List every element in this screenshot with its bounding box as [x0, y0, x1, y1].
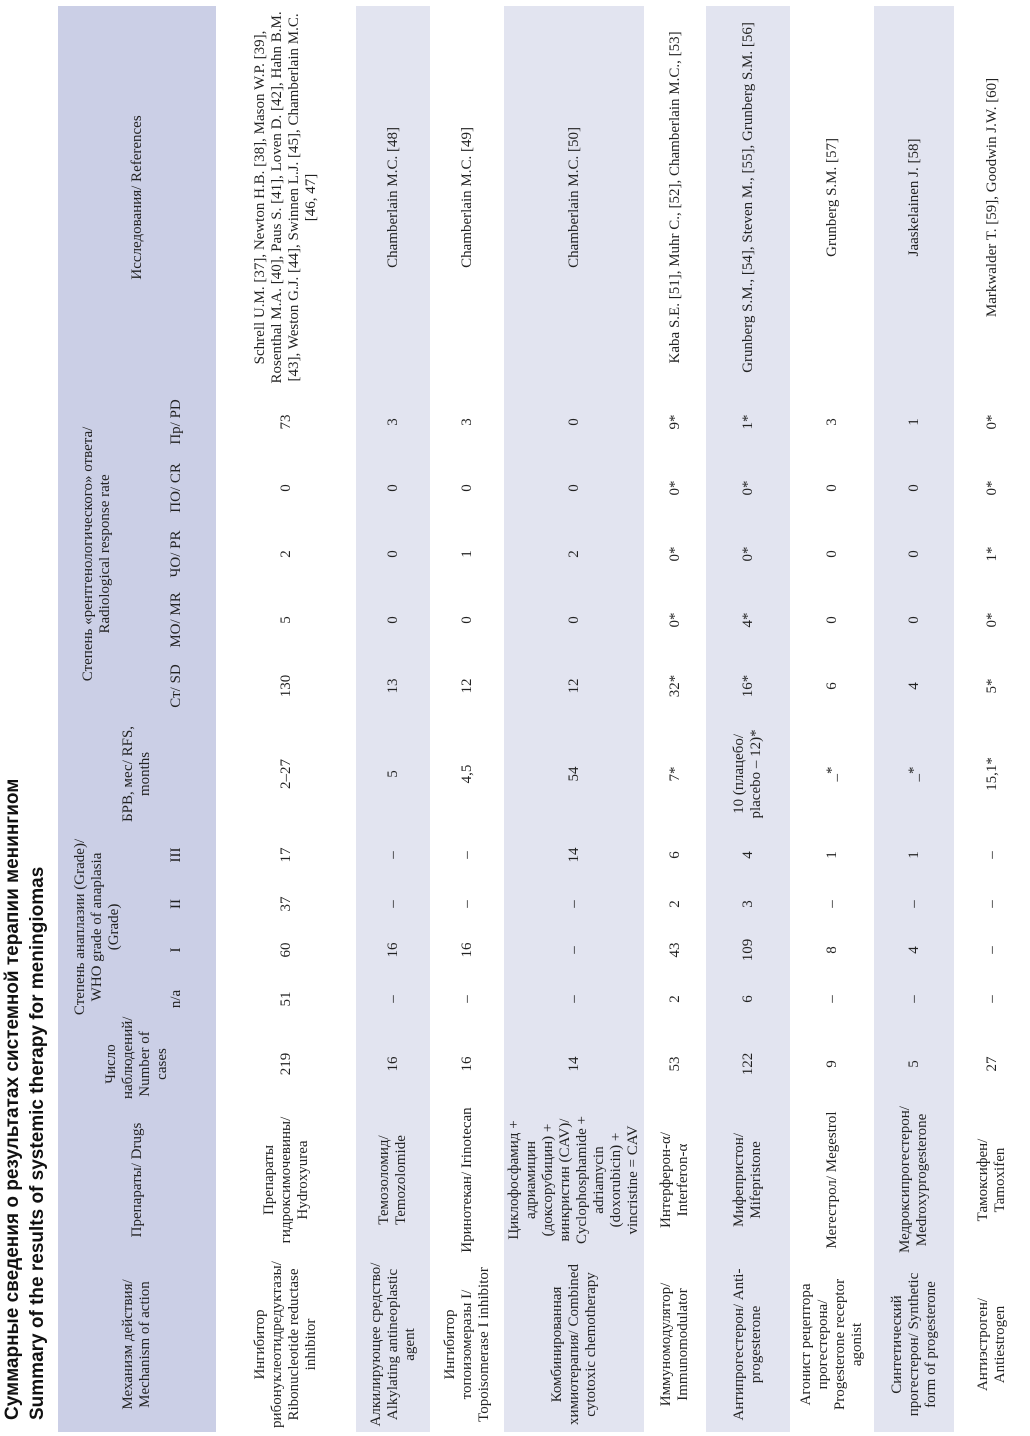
cell-grade-2: –	[823, 900, 840, 908]
table-row	[216, 6, 356, 1432]
cell-drugs: Медроксипрогестерон/ Medroxyprogesterone	[874, 1103, 954, 1257]
cell-rfs: 7*	[666, 766, 683, 782]
cell-mechanism: Алкилирующее средство/ Alkylating antineoplastic agent	[356, 1257, 430, 1432]
cell-mechanism: Иммуномодулятор/ Immunomodulator	[658, 1282, 691, 1407]
cell-grade-1: 16	[356, 927, 430, 973]
cell-grade-3: –	[983, 851, 1000, 859]
cell-pd: 0*	[983, 414, 1000, 430]
cell-grade-na: –	[356, 973, 430, 1025]
cell-pr: 0	[874, 521, 954, 587]
cell-references: Chamberlain M.C. [49]	[458, 127, 475, 268]
cell-pd: 73	[277, 414, 294, 430]
cell-grade-1: 16	[458, 942, 475, 958]
cell-mr: 0	[356, 587, 430, 653]
cell-pr: 2	[504, 521, 644, 587]
cell-grade-na: –	[983, 995, 1000, 1003]
header-pr: ЧО/ PR	[136, 521, 216, 587]
cell-mr: 0	[823, 616, 840, 624]
cell-grade-na: 6	[706, 973, 790, 1025]
cell-grade-na: –	[504, 973, 644, 1025]
cell-drugs: Циклофосфамид + адриамицин (доксорубицин) + винкристин (CAV)/ Cyclophosphamide + adriamycin (doxorubicin) + vincristine = CAV	[504, 1103, 644, 1257]
cell-pd: 1*	[706, 389, 790, 455]
cell-pr: 2	[277, 550, 294, 558]
cell-pr: 1*	[983, 546, 1000, 562]
cell-pd: 1	[874, 389, 954, 455]
cell-grade-1: 8	[823, 946, 840, 954]
cell-pd: 3	[356, 389, 430, 455]
cell-cases: 5	[874, 1025, 954, 1103]
cell-sd: 12	[458, 678, 475, 694]
cell-pr: 1	[458, 550, 475, 558]
cell-grade-2: –	[504, 881, 644, 927]
cell-mechanism: Ингибитор топоизомеразы I/ Topoisomerase I inhibitor	[441, 1267, 492, 1422]
cell-mr: 0	[504, 587, 644, 653]
cell-grade-3: 6	[666, 851, 683, 859]
cell-pd: 3	[458, 418, 475, 426]
cell-grade-2: 2	[666, 900, 683, 908]
cell-pd: 0	[504, 389, 644, 455]
cell-cr: 0*	[706, 455, 790, 521]
table-row	[356, 6, 430, 1432]
cell-cases: 16	[458, 1056, 475, 1072]
cell-rfs: 10 (плацебо/ placebo – 12)*	[706, 719, 790, 829]
cell-cases: 27	[983, 1056, 1000, 1072]
cell-references: Chamberlain M.C. [48]	[356, 6, 430, 389]
cell-sd: 4	[874, 653, 954, 719]
cell-grade-na: –	[823, 995, 840, 1003]
cell-rfs: 2–27	[277, 758, 294, 789]
cell-sd: 16*	[706, 653, 790, 719]
table-title-ru: Суммарные сведения о результатах системной терапии менингиом	[2, 778, 23, 1420]
cell-references: Schrell U.M. [37], Newton H.B. [38], Mason W.P. [39], Rosenthal M.A. [40], Paus S. [41], Loven D. [42], Hahn B.M. [43], Weston G.J. [44], Swinnen L.J. [45], Chamberlain M.C. [46, 47]	[252, 11, 319, 384]
cell-mechanism: Антипрогестерон/ Anti-progesterone	[706, 1257, 790, 1432]
cell-rfs: 15,1*	[983, 757, 1000, 791]
cell-grade-1: 109	[706, 927, 790, 973]
header-pd: Пр/ PD	[136, 389, 216, 455]
cell-mr: 0*	[983, 612, 1000, 628]
cell-drugs: Тамоксифен/ Tamoxifen	[975, 1138, 1008, 1222]
cell-cr: 0*	[666, 480, 683, 496]
cell-references: Grunberg S.M., [54], Steven M., [55], Grunberg S.M. [56]	[706, 6, 790, 389]
table-row	[874, 6, 954, 1432]
cell-cases: 53	[666, 1056, 683, 1072]
cell-grade-2: –	[458, 900, 475, 908]
header-grade-1: I	[136, 927, 216, 973]
cell-mr: 0*	[666, 612, 683, 628]
header-rfs: БРВ, мес/ RFS, months	[58, 719, 216, 829]
cell-cases: 14	[504, 1025, 644, 1103]
table-body	[216, 6, 1030, 1432]
table-row	[706, 6, 790, 1432]
cell-grade-2: –	[356, 881, 430, 927]
cell-cases: 9	[823, 1060, 840, 1068]
cell-grade-na: 51	[277, 991, 294, 1007]
cell-pr: 0*	[706, 521, 790, 587]
cell-grade-na: –	[458, 995, 475, 1003]
cell-sd: 130	[277, 674, 294, 698]
cell-grade-na: –	[874, 973, 954, 1025]
cell-mr: 4*	[706, 587, 790, 653]
cell-grade-2: 3	[706, 881, 790, 927]
header-mr: МО/ MR	[136, 587, 216, 653]
cell-grade-na: 2	[666, 995, 683, 1003]
cell-grade-1: –	[983, 946, 1000, 954]
cell-mechanism: Синтетический прогестерон/ Synthetic form of progesterone	[874, 1257, 954, 1432]
cell-grade-1: –	[504, 927, 644, 973]
header-references: Исследования/ References	[58, 6, 216, 389]
cell-pd: 3	[823, 418, 840, 426]
cell-drugs: Интерферон-α/ Interferon-α	[658, 1132, 691, 1228]
cell-rfs: _*	[874, 719, 954, 829]
cell-pr: 0	[356, 521, 430, 587]
cell-mr: 0	[874, 587, 954, 653]
cell-cases: 219	[277, 1052, 294, 1076]
cell-grade-3: 1	[823, 851, 840, 859]
cell-grade-3: 14	[504, 829, 644, 881]
cell-cr: 0	[504, 455, 644, 521]
cell-pr: 0	[823, 550, 840, 558]
cell-pd: 9*	[666, 414, 683, 430]
cell-drugs: Мегестрол/ Megestrol	[823, 1111, 840, 1249]
table-row	[504, 6, 644, 1432]
cell-references: Jaaskelainen J. [58]	[874, 6, 954, 389]
header-response: Степень «рентгенологического» ответа/ Radiological response rate	[58, 389, 136, 719]
header-drugs: Препараты/ Drugs	[58, 1103, 216, 1257]
cell-rfs: 4,5	[458, 764, 475, 784]
cell-rfs: 54	[504, 719, 644, 829]
header-mechanism: Механизм действия/ Mechanism of action	[58, 1257, 216, 1432]
results-table	[58, 6, 1030, 1432]
cell-grade-3: 17	[277, 847, 294, 863]
cell-cr: 0	[277, 484, 294, 492]
table-row	[430, 6, 504, 1432]
cell-sd: 13	[356, 653, 430, 719]
cell-grade-2: –	[983, 900, 1000, 908]
cell-cr: 0*	[983, 480, 1000, 496]
cell-mr: 5	[277, 616, 294, 624]
cell-mechanism: Ингибитор рибонуклеотидредуктазы/ Ribonucleotide reductase inhibitor	[252, 1261, 319, 1428]
table-row	[644, 6, 706, 1432]
cell-mechanism: Антиэстроген/ Antiestrogen	[975, 1297, 1008, 1392]
cell-grade-1: 43	[666, 942, 683, 958]
cell-grade-3: –	[458, 851, 475, 859]
cell-grade-1: 60	[277, 942, 294, 958]
cell-sd: 12	[504, 653, 644, 719]
header-cases: Число наблюдений/ Number of cases	[58, 1025, 216, 1103]
table-title-en: Summary of the results of systemic therapy for meningiomas	[27, 866, 48, 1420]
table-row	[790, 6, 874, 1432]
cell-references: Kaba S.E. [51], Muhr C., [52], Chamberlain M.C., [53]	[666, 31, 683, 364]
cell-pr: 0*	[666, 546, 683, 562]
cell-references: Chamberlain M.C. [50]	[504, 6, 644, 389]
cell-grade-1: 4	[874, 927, 954, 973]
cell-grade-3: –	[356, 829, 430, 881]
cell-cr: 0	[874, 455, 954, 521]
header-who-grade: Степень анаплазии (Grade)/ WHO grade of anaplasia (Grade)	[58, 829, 136, 1025]
header-grade-2: II	[136, 881, 216, 927]
cell-mechanism: Комбинированная химиотерапия/ Combined cytotoxic chemotherapy	[504, 1257, 644, 1432]
cell-sd: 6	[823, 682, 840, 690]
table-row	[954, 6, 1030, 1432]
table-titles	[0, 10, 58, 1426]
header-grade-3: III	[136, 829, 216, 881]
cell-grade-2: –	[874, 881, 954, 927]
cell-grade-3: 4	[706, 829, 790, 881]
cell-references: Grunberg S.M. [57]	[823, 138, 840, 257]
cell-drugs: Мифепристон/ Mifepristone	[706, 1103, 790, 1257]
cell-grade-3: 1	[874, 829, 954, 881]
cell-drugs: Иринотекан/ Irinotecan	[458, 1107, 475, 1253]
cell-grade-2: 37	[277, 896, 294, 912]
header-grade-na: n/a	[136, 973, 216, 1025]
cell-rfs: _*	[823, 766, 840, 782]
cell-cr: 0	[356, 455, 430, 521]
cell-cases: 16	[356, 1025, 430, 1103]
cell-cases: 122	[706, 1025, 790, 1103]
cell-mr: 0	[458, 616, 475, 624]
header-sd: Ст/ SD	[136, 653, 216, 719]
cell-drugs: Темозоломид/ Temozolomide	[356, 1103, 430, 1257]
cell-rfs: 5	[356, 719, 430, 829]
cell-cr: 0	[458, 484, 475, 492]
cell-drugs: Препараты гидроксимочевины/ Hydroxyurea	[260, 1116, 311, 1244]
cell-cr: 0	[823, 484, 840, 492]
cell-mechanism: Агонист рецептора прогестерона/ Progesterone receptor agonist	[798, 1278, 865, 1411]
cell-sd: 5*	[983, 678, 1000, 694]
cell-sd: 32*	[666, 674, 683, 698]
header-cr: ПО/ CR	[136, 455, 216, 521]
cell-references: Markwalder T. [59], Goodwin J.W. [60]	[983, 77, 1000, 318]
